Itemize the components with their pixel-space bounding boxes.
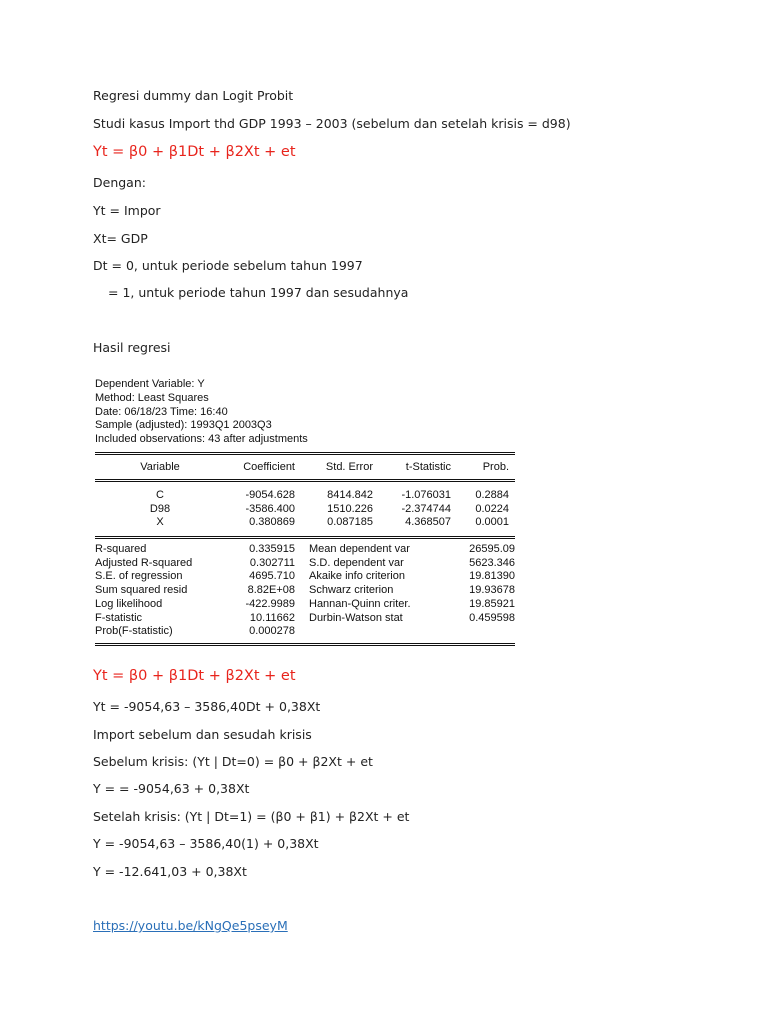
- stat-value-log-likelihood: -422.9989: [245, 598, 295, 610]
- coef-value-c: -9054.628: [245, 489, 295, 501]
- t-value-x: 4.368507: [405, 516, 451, 528]
- col-header-prob: Prob.: [482, 461, 509, 473]
- header-rule-2: [95, 481, 515, 482]
- stat-label-ssr: Sum squared resid: [95, 584, 188, 596]
- before-crisis-equation: Y = = -9054,63 + 0,38Xt: [93, 781, 250, 796]
- stat-value-adj-r-squared: 0.302711: [249, 557, 295, 569]
- definition-d1: = 1, untuk periode tahun 1997 dan sesudahnya: [108, 285, 409, 300]
- definition-y: Yt = Impor: [93, 203, 161, 218]
- stat-value-hannan-quinn: 19.85921: [469, 598, 515, 610]
- stat-label-r-squared: R-squared: [95, 543, 147, 555]
- coef-value-x: 0.380869: [249, 516, 295, 528]
- coef-value-d98: -3586.400: [245, 503, 295, 515]
- table-bottom-rule: [95, 643, 515, 644]
- stat-value-f-statistic: 10.11662: [249, 612, 295, 624]
- estimated-equation: Yt = -9054,63 – 3586,40Dt + 0,38Xt: [93, 699, 321, 714]
- col-header-variable: Variable: [140, 461, 180, 473]
- prob-value-d98: 0.0224: [475, 503, 509, 515]
- table-top-rule-2: [95, 454, 515, 455]
- coef-var-c: C: [156, 489, 164, 501]
- coef-var-d98: D98: [149, 503, 171, 515]
- col-header-t-statistic: t-Statistic: [405, 461, 451, 473]
- stat-value-se-regression: 4695.710: [249, 570, 295, 582]
- after-crisis-equation: Y = -9054,63 – 3586,40(1) + 0,38Xt: [93, 836, 319, 851]
- model-equation: Yt = β0 + β1Dt + β2Xt + et: [93, 144, 296, 160]
- stat-value-prob-f: 0.000278: [249, 625, 295, 637]
- table-bottom-rule-2: [95, 645, 515, 646]
- import-heading: Import sebelum dan sesudah krisis: [93, 727, 312, 742]
- dengan-label: Dengan:: [93, 175, 146, 190]
- col-header-std-error: Std. Error: [325, 461, 373, 473]
- youtube-link[interactable]: https://youtu.be/kNgQe5pseyM: [93, 918, 288, 933]
- hasil-regresi-heading: Hasil regresi: [93, 340, 171, 355]
- col-header-coefficient: Coefficient: [243, 461, 295, 473]
- stat-value-ssr: 8.82E+08: [247, 584, 295, 596]
- stat-label-sd-dep: S.D. dependent var: [309, 557, 404, 569]
- t-value-c: -1.076031: [401, 489, 451, 501]
- stats-rule: [95, 536, 515, 537]
- stat-label-f-statistic: F-statistic: [95, 612, 143, 624]
- header-rule: [95, 479, 515, 480]
- stat-label-durbin-watson: Durbin-Watson stat: [309, 612, 403, 624]
- se-value-c: 8414.842: [327, 489, 373, 501]
- sample-line: Sample (adjusted): 1993Q1 2003Q3: [95, 419, 272, 431]
- after-crisis-text: Setelah krisis: (Yt | Dt=1) = (β0 + β1) + β2Xt + et: [93, 809, 410, 824]
- table-top-rule: [95, 452, 515, 453]
- definition-d0: Dt = 0, untuk periode sebelum tahun 1997: [93, 258, 363, 273]
- date-line: Date: 06/18/23 Time: 16:40: [95, 406, 228, 418]
- prob-value-x: 0.0001: [475, 516, 509, 528]
- stat-label-hannan-quinn: Hannan-Quinn criter.: [309, 598, 411, 610]
- dependent-variable-line: Dependent Variable: Y: [95, 378, 205, 390]
- stat-value-sd-dep: 5623.346: [469, 557, 515, 569]
- coef-var-x: X: [156, 516, 164, 528]
- stats-rule-2: [95, 538, 515, 539]
- se-value-x: 0.087185: [327, 516, 373, 528]
- doc-title: Regresi dummy dan Logit Probit: [93, 88, 294, 103]
- method-line: Method: Least Squares: [95, 392, 209, 404]
- model-equation-repeat: Yt = β0 + β1Dt + β2Xt + et: [93, 668, 296, 684]
- definition-x: Xt= GDP: [93, 231, 148, 246]
- stat-label-prob-f: Prob(F-statistic): [95, 625, 173, 637]
- se-value-d98: 1510.226: [327, 503, 373, 515]
- stat-value-r-squared: 0.335915: [249, 543, 295, 555]
- stat-label-schwarz: Schwarz criterion: [309, 584, 394, 596]
- study-case-text: Studi kasus Import thd GDP 1993 – 2003 (sebelum dan setelah krisis = d98): [93, 116, 571, 131]
- t-value-d98: -2.374744: [401, 503, 451, 515]
- stat-label-adj-r-squared: Adjusted R-squared: [95, 557, 193, 569]
- stat-value-durbin-watson: 0.459598: [469, 612, 515, 624]
- stat-value-mean-dep: 26595.09: [469, 543, 515, 555]
- stat-value-akaike: 19.81390: [469, 570, 515, 582]
- before-crisis-text: Sebelum krisis: (Yt | Dt=0) = β0 + β2Xt + et: [93, 754, 373, 769]
- observations-line: Included observations: 43 after adjustments: [95, 433, 308, 445]
- stat-label-akaike: Akaike info criterion: [309, 570, 405, 582]
- stat-label-se-regression: S.E. of regression: [95, 570, 183, 582]
- stat-label-mean-dep: Mean dependent var: [309, 543, 410, 555]
- after-crisis-result: Y = -12.641,03 + 0,38Xt: [93, 864, 247, 879]
- prob-value-c: 0.2884: [475, 489, 509, 501]
- stat-label-log-likelihood: Log likelihood: [95, 598, 163, 610]
- stat-value-schwarz: 19.93678: [469, 584, 515, 596]
